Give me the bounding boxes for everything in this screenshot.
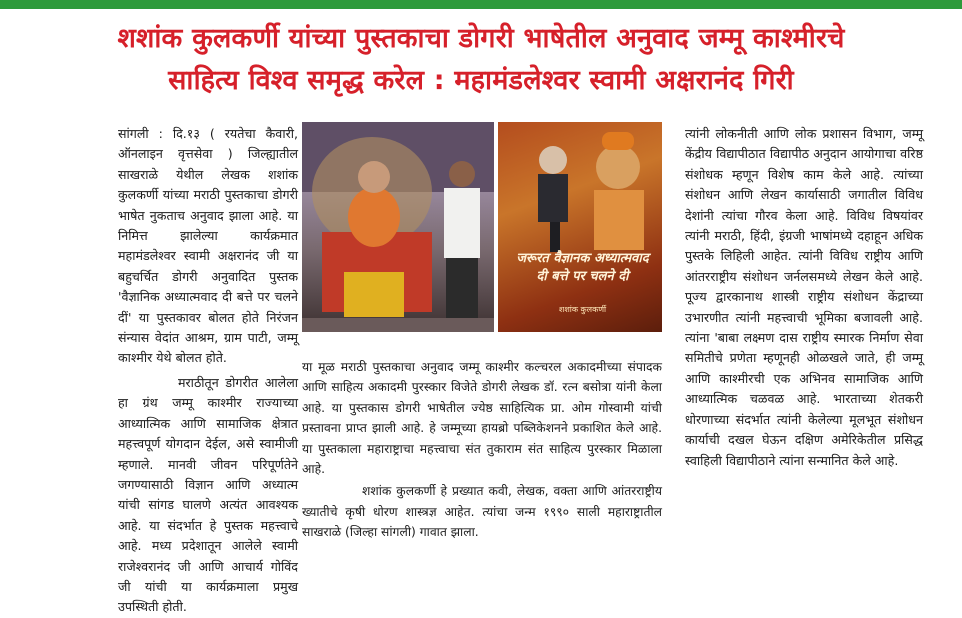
headline-line-1: शशांक कुलकर्णी यांच्या पुस्तकाचा डोगरी भाषेतील अनुवाद जम्मू काश्मीरचे — [117, 23, 845, 54]
book-cover-author: शशांक कुलकर्णी — [558, 305, 607, 314]
article-paragraph: सांगली : दि.१३ ( रयतेचा कैवारी, ऑनलाइन वृत्तसेवा ) जिल्ह्यातील साखराळे येथील लेखक शशांक कुलकर्णी यांच्या मराठी पुस्तकाचा डोगरी भाषेत नुकताच अनुवाद झाला आहे. या निमित्त झालेल्या कार्यक्रमात महामंडलेश्वर स्वामी अक्षरानंद जी या बहुचर्चित डोगरी अनुवादित पुस्तक 'वैज्ञानिक अध्यात्मवाद दी बत्ते पर चलने दीं' या पुस्तकावर बोलत होते निरंजन संन्यास वेदांत आश्रम, ग्राम पाटी, जम्मू काश्मीर येथे बोलत होते. — [118, 126, 298, 366]
book-cover-image — [498, 122, 662, 332]
top-color-bar — [0, 0, 962, 9]
book-cover-title: जरूरत वैज्ञानक अध्यात्मवाद दी बत्ते पर चलने दी — [516, 251, 649, 284]
event-photo — [302, 122, 494, 332]
article-column-1 — [118, 124, 298, 618]
article-paragraph: त्यांनी लोकनीती आणि लोक प्रशासन विभाग, जम्मू केंद्रीय विद्यापीठात विद्यापीठ अनुदान आयोगाचा वरिष्ठ संशोधक म्हणून विशेष काम केले आहे. त्यांच्या संशोधन आणि लेखन कार्यासाठी जगातील विविध देशांनी त्यांचा गौरव केला आहे. विविध विषयांवर त्यांनी मराठी, हिंदी, इंग्रजी भाषांमध्ये दहाहून अधिक पुस्तके लिहिली आहेत. त्यांनी विविध राष्ट्रीय आणि आंतरराष्ट्रीय संशोधन जर्नलसमध्ये लेखन केले आहे. पूज्य द्वारकानाथ शास्त्री राष्ट्रीय संशोधन केंद्राच्या उभारणीत त्यांनी महत्त्वाची भूमिका बजावली आहे. त्यांना 'बाबा लक्ष्मण दास राष्ट्रीय स्मारक निर्माण सेवा समितीचे प्रणेता म्हणूनही ओळखले जाते, ही जम्मू आणि काश्मीरची एक अभिनव सामाजिक आणि आध्यात्मिक चळवळ आहे. भारताच्या शेतकरी धोरणाच्या संदर्भात त्यांनी केलेल्या मूलभूत संशोधन कार्याची दखल घेऊन दक्षिण अमेरिकेतील प्रसिद्ध स्वाहिली विद्यापीठाने त्यांना सन्मानित केले आहे. — [685, 126, 923, 468]
article-paragraph: मराठीतून डोगरीत आलेला हा ग्रंथ जम्मू काश्मीर राज्याच्या आध्यात्मिक आणि सामाजिक क्षेत्रात महत्त्वपूर्ण योगदान देईल, असे स्वामीजी म्हणाले. मानवी जीवन परिपूर्णतेने जगण्यासाठी विज्ञान आणि अध्यात्म यांची सांगड घालणे अत्यंत आवश्यक आहे. या संदर्भात हे पुस्तक महत्त्वाचे आहे. मध्य प्रदेशातून आलेले स्वामी राजेश्वरानंद जी आणि आचार्य गोविंद जी यांची या कार्यक्रमाला प्रमुख उपस्थिती होती. — [118, 374, 298, 615]
article-column-2 — [302, 357, 662, 543]
headline-line-2: साहित्य विश्व समृद्ध करेल : महामंडलेश्वर स्वामी अक्षरानंद गिरी — [168, 65, 794, 96]
headline — [0, 18, 962, 102]
article-paragraph: या मूळ मराठी पुस्तकाचा अनुवाद जम्मू काश्मीर कल्चरल अकादमीच्या संपादक आणि साहित्य अकादमी पुरस्कार विजेते डोगरी लेखक डॉ. रत्न बसोत्रा यांनी केला आहे. या पुस्तकास डोगरी भाषेतील ज्येष्ठ साहित्यिक प्रा. ओम गोस्वामी यांची प्रस्तावना प्राप्त झाली आहे. हे जम्मूच्या हायब्रो पब्लिकेशनने प्रकाशित केले आहे. या पुस्तकाला महाराष्ट्राचा महत्त्वाचा संत तुकाराम संत साहित्य पुरस्कार मिळाला आहे. — [302, 360, 662, 477]
article-paragraph: शशांक कुलकर्णी हे प्रख्यात कवी, लेखक, वक्ता आणि आंतरराष्ट्रीय ख्यातीचे कृषी धोरण शास्त्रज्ञ आहेत. त्यांचा जन्म १९९० साली महाराष्ट्रातील साखराळे (जिल्हा सांगली) गावात झाला. — [302, 484, 662, 540]
article-column-3 — [685, 124, 923, 471]
